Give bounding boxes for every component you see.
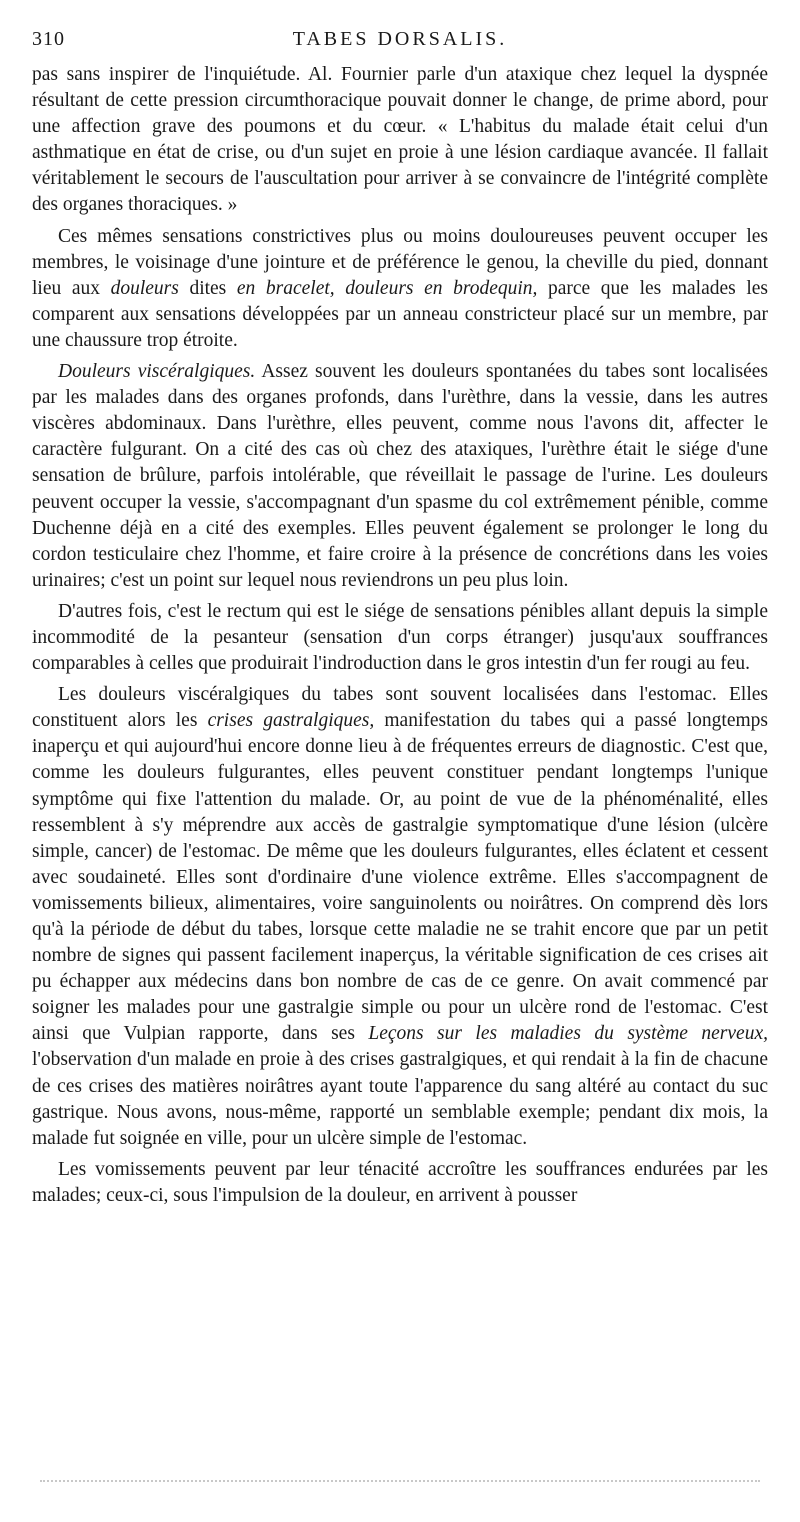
- text-segment: Les douleurs viscéralgiques du tabes sont souvent localisées dans l'estomac. Elles constituent alors les: [32, 684, 768, 732]
- text-segment: Assez souvent les douleurs spontanées du tabes sont localisées par les malades dans des organes profonds, dans l'urèthre, dans la vessie, dans les autres viscères abdominaux. Dans l'urèthre, elles peuvent, comme nous l'avons dit, affecter le caractère fulgurant. On a cité des cas où chez des ataxiques, l'urèthre était le siége d'une sensation de brûlure, parfois intolérable, que réveillait le passage de l'urine. Les douleurs peuvent occuper la vessie, s'accompagnant d'un spasme du col extrêmement pénible, comme Duchenne déjà en a cité des exemples. Elles peuvent également se prolonger le long du cordon testiculaire chez l'homme, et faire croire à la présence de concrétions dans les voies urinaires; c'est un point sur lequel nous reviendrons un peu plus loin.: [32, 361, 768, 591]
- paragraph: [32, 682, 768, 1152]
- italic-text: Douleurs viscéralgiques.: [58, 361, 256, 383]
- paragraph: [32, 599, 768, 677]
- italic-text: en bracelet, douleurs en brodequin,: [236, 277, 538, 299]
- text-segment: Ces mêmes sensations constrictives plus ou moins douloureuses peuvent occuper les membres, le voisinage d'une jointure et de préférence le genou, la cheville du pied, donnant lieu aux: [32, 225, 768, 299]
- italic-text: Leçons sur les maladies du système nerveux,: [368, 1023, 768, 1045]
- text-segment: manifestation du tabes qui a passé longtemps inaperçu et qui aujourd'hui encore donne lieu à de fréquentes erreurs de diagnostic. C'est que, comme les douleurs fulgurantes, elles peuvent constituer pendant longtemps l'unique symptôme qui fixe l'attention du malade. Or, au point de vue de la phénoménalité, elles ressemblent à s'y méprendre aux accès de gastralgie symptomatique d'une lésion (ulcère simple, cancer) de l'estomac. De même que les douleurs fulgurantes, elles éclatent et cessent avec soudaineté. Elles sont d'ordinaire d'une violence extrême. Elles s'accompagnent de vomissements bilieux, alimentaires, voire sanguinolents ou noirâtres. On comprend dès lors qu'à la période de début du tabes, lorsque cette maladie ne se trahit encore que par un petit nombre de signes qui passent facilement inaperçus, la véritable signification de ces crises ait pu échapper aux médecins dans bon nombre de cas de ce genre. On avait commencé par soigner les malades pour une gastralgie simple ou pour un ulcère rond de l'estomac. C'est ainsi que Vulpian rapporte, dans ses: [32, 710, 768, 1045]
- text-segment: parce que les malades les comparent aux sensations développées par un anneau constricteur placé sur un membre, par une chaussure trop étroite.: [32, 277, 768, 351]
- text-segment: dites: [178, 277, 237, 299]
- text-segment: l'observation d'un malade en proie à des crises gastralgiques, et qui rendait à la fin de chacune de ces crises des matières noirâtres ayant toute l'apparence du sang altéré au contact du suc gastrique. Nous avons, nous-même, rapporté un semblable exemple; pendant dix mois, la malade fut soignée en ville, pour un ulcère simple de l'estomac.: [32, 1049, 768, 1149]
- footer-rule: [40, 1480, 760, 1482]
- page-number: 310: [32, 28, 65, 50]
- italic-text: crises gastralgiques,: [207, 710, 375, 732]
- book-page: [32, 28, 768, 1214]
- text-segment: D'autres fois, c'est le rectum qui est le siége de sensations pénibles allant depuis la simple incommodité de la pesanteur (sensation d'un corps étranger) jusqu'aux souffrances comparables à celles que produirait l'indroduction dans le gros intestin d'un fer rougi au feu.: [32, 600, 768, 675]
- running-title: TABES DORSALIS.: [292, 28, 508, 50]
- page-header: [32, 28, 768, 62]
- paragraph: [32, 1157, 768, 1209]
- paragraph: [32, 62, 768, 219]
- paragraph: [32, 224, 768, 354]
- body-text: [32, 62, 768, 1209]
- paragraph: [32, 359, 768, 594]
- text-segment: Les vomissements peuvent par leur ténacité accroître les souffrances endurées par les malades; ceux-ci, sous l'impulsion de la douleur, en arrivent à pousser: [32, 1158, 768, 1206]
- italic-text: douleurs: [110, 277, 179, 299]
- text-segment: pas sans inspirer de l'inquiétude. Al. Fournier parle d'un ataxique chez lequel la dyspnée résultant de cette pression circumthoracique pouvait donner le change, de prime abord, pour une affection grave des poumons et du cœur. « L'habitus du malade était celui d'un asthmatique en état de crise, ou d'un sujet en proie à une lésion cardiaque avancée. Il fallait véritablement le secours de l'auscultation pour arriver à se convaincre de l'intégrité complète des organes thoraciques. »: [32, 64, 768, 216]
